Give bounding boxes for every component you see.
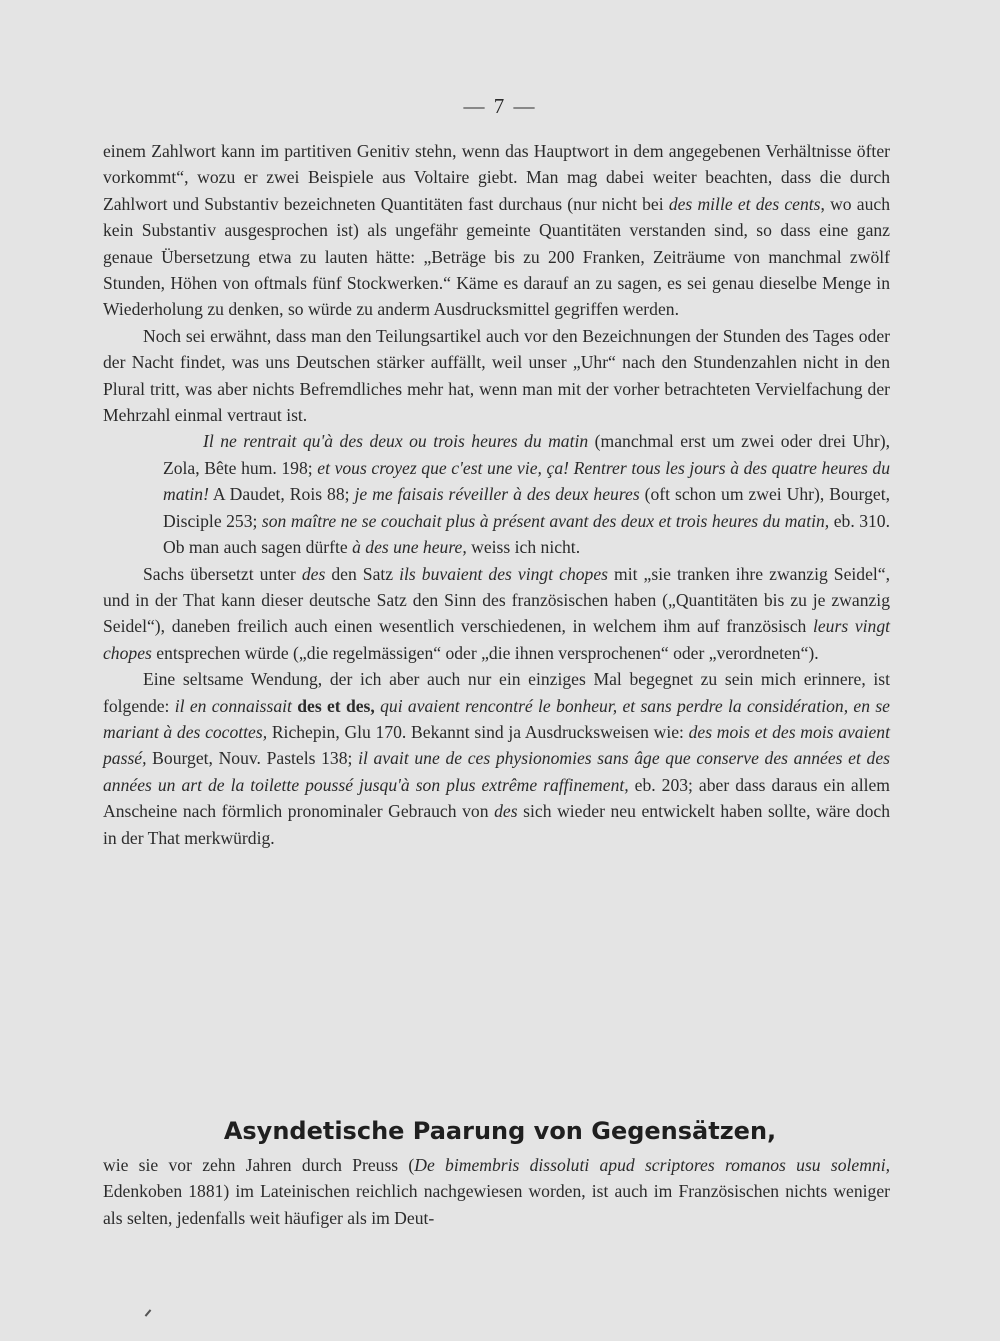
- paragraph: Sachs übersetzt unter des den Satz ils buvaient des vingt chopes mit „sie tranken ihre zwanzig Seidel“, und in der That kann dieser deutsche Satz den Sinn des französischen haben („Quantitäten bis zu je zwanzig Seidel“), daneben freilich auch einen wesentlich verschiedenen, in welchem ihm auf französisch leurs vingt chopes entsprechen würde („die regelmässigen“ oder „die ihnen versprochenen“ oder „verordneten“).: [103, 563, 891, 663]
- body-text: [103, 138, 890, 851]
- body-text: [103, 1152, 890, 1231]
- example-quote: Il ne rentrait qu'à des deux ou trois heures du matin (manchmal erst um zwei oder drei Uhr), Zola, Bête hum. 198; et vous croyez que c'est une vie, ça! Rentrer tous les jours à des quatre heures du matin! A Daudet, Rois 88; je me faisais réveiller à des deux heures (oft schon um zwei Uhr), Bourget, Disciple 253; son maître ne se couchait plus à présent avant des deux et trois heures du matin, eb. 310. Ob man auch sagen dürfte à des une heure, weiss ich nicht.: [163, 431, 891, 558]
- section-heading: Asyndetische Paarung von Gegensätzen,: [223, 1117, 777, 1145]
- paragraph: wie sie vor zehn Jahren durch Preuss (De bimembris dissoluti apud scriptores romanos usu solemni, Edenkoben 1881) im Lateinischen reichlich nachgewiesen worden, ist auch im Französischen nichts weniger als selten, jedenfalls weit häufiger als im Deut-: [103, 1155, 890, 1228]
- paragraph: Eine seltsame Wendung, der ich aber auch nur ein einziges Mal begegnet zu sein mich erinnere, ist folgende: il en connaissait des et des, qui avaient rencontré le bonheur, et sans perdre la considération, en se mariant à des cocottes, Richepin, Glu 170. Bekannt sind ja Ausdrucksweisen wie: des mois et des mois avaient passé, Bourget, Nouv. Pastels 138; il avait une de ces physionomies sans âge que conserve des années et des années un art de la toilette poussé jusqu'à son plus extrême raffinement, eb. 203; aber dass daraus ein allem Anscheine nach förmlich pronominaler Gebrauch von des sich wieder neu entwickelt haben sollte, wäre doch in der That merkwürdig.: [103, 669, 891, 848]
- page-number: — 7 —: [463, 94, 537, 118]
- pen-mark: [145, 1309, 152, 1316]
- paragraph: Noch sei erwähnt, dass man den Teilungsartikel auch vor den Bezeichnungen der Stunden des Tages oder der Nacht findet, was uns Deutschen stärker auffällt, weil unser „Uhr“ nach den Stundenzahlen nicht in den Plural tritt, was aber nichts Befremdliches mehr hat, wenn man mit der vorher betrachteten Vervielfachung der Mehrzahl einmal vertraut ist.: [103, 325, 890, 426]
- paragraph: einem Zahlwort kann im partitiven Genitiv stehn, wenn das Hauptwort in dem angegebenen Verhältnisse öfter vorkommt“, wozu er zwei Beispiele aus Voltaire giebt. Man mag dabei weiter beachten, dass die durch Zahlwort und Substantiv bezeichneten Quantitäten fast durchaus (nur nicht bei des mille et des cents, wo auch kein Substantiv ausgesprochen ist) als ungefähr gemeinte Quantitäten verstanden sind, so dass eine ganz genaue Übersetzung etwa zu lauten hätte: „Beträge bis zu 200 Franken, Zeiträume von manchmal zwölf Stunden, Höhen von oftmals fünf Stockwerken.“ Käme es darauf an zu sagen, es sei genau dieselbe Menge in Wiederholung zu denken, so würde zu anderm Ausdrucksmittel gegriffen werden.: [103, 141, 890, 320]
